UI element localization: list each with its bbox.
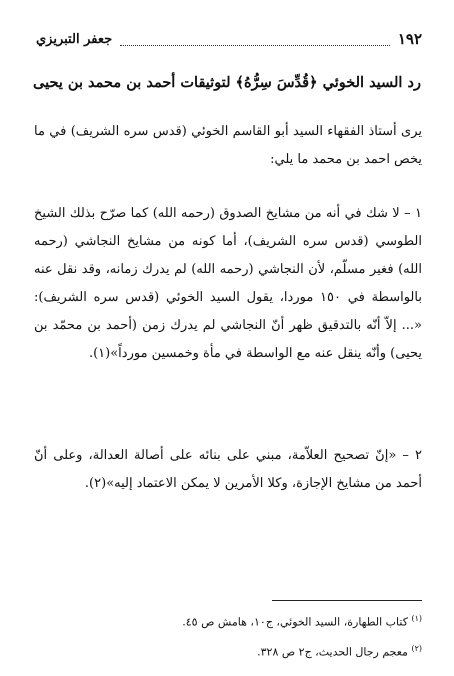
footnote-1-text: كتاب الطهارة، السيد الخوئي، ج١٠، هامش ص ٤٥. — [182, 615, 408, 629]
running-title: جعفر التبريزي — [36, 31, 113, 47]
intro-text: يرى أستاذ الفقهاء السيد أبو القاسم الخوئي (قدس سره الشريف) في ما يخص احمد بن محمد ما يلي: — [34, 124, 422, 167]
point-1-text: ١ – لا شك في أنه من مشايخ الصدوق (رحمه الله) كما صرّح بذلك الشيخ الطوسي (قدس سره الشريف)، أما كونه من مشايخ النجاشي (رحمه الله) فغير مسلّم، لأن النجاشي (رحمه الله) لم يدرك زمانه، وقد نقل عنه بالواسطة في ١٥٠ موردا، يقول السيد الخوئي (قدس سره الشريف): «... إلاّ أنّه بالتدقيق ظهر أنّ النجاشي لم يدرك زمن (أحمد بن محمّد بن يحيى) وأنّه ينقل عنه مع الواسطة في مأة وخمسين مورداً»(١). — [34, 206, 422, 361]
header-dotted-leader — [120, 33, 390, 46]
footnote-2 — [34, 636, 422, 666]
page-header — [36, 28, 422, 50]
point-1-paragraph — [34, 200, 422, 368]
footnote-1-marker: (١) — [411, 614, 422, 623]
footnote-2-marker: (٢) — [411, 643, 422, 653]
page-number: ١٩٢ — [397, 30, 422, 48]
section-title: رد السيد الخوئي ﴿قُدِّسَ سِرُّهُ﴾ لتوثيقات أحمد بن محمد بن يحيى — [33, 74, 421, 91]
footnotes — [34, 606, 422, 665]
intro-paragraph — [34, 118, 422, 174]
footnote-2-text: معجم رجال الحديث، ج٢ ص ٣٢٨. — [257, 645, 408, 659]
point-2-paragraph — [34, 442, 422, 498]
footnote-divider — [272, 600, 422, 601]
footnote-1 — [34, 606, 422, 636]
point-2-text: ٢ – «إنّ تصحيح العلاّمة، مبني على بنائه على أصالة العدالة، وعلى أنّ أحمد من مشايخ الإجازة، وكلا الأمرين لا يمكن الاعتماد إليه»(٢). — [34, 448, 422, 491]
